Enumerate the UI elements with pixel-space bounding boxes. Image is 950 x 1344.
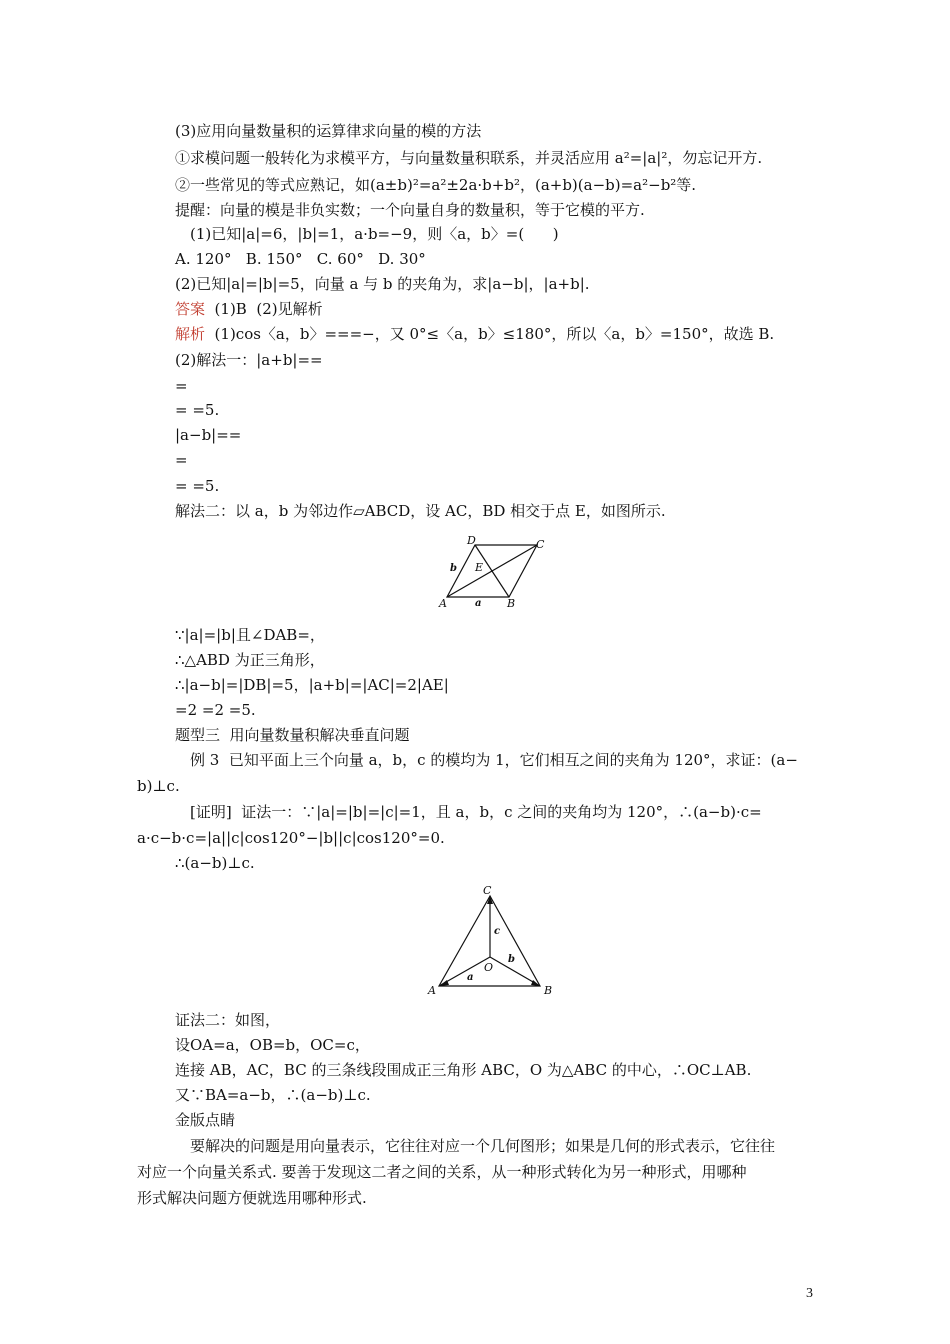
- text-line: b)⊥c.: [137, 777, 180, 795]
- analysis-text: (1)cos〈a，b〉===−，又 0°≤〈a，b〉≤180°，所以〈a，b〉=150°，故选 B.: [205, 325, 775, 343]
- label-A: A: [439, 597, 447, 610]
- text-line: ①求模问题一般转化为求模平方，与向量数量积联系，并灵活应用 a²=|a|²，勿忘记开方.: [175, 149, 763, 167]
- label-C: C: [536, 538, 545, 551]
- text-line: =: [175, 451, 188, 469]
- example-3: 例 3 已知平面上三个向量 a，b，c 的模均为 1，它们相互之间的夹角为 120°，求证：(a−: [190, 751, 798, 769]
- text-line: 设OA=a，OB=b，OC=c，: [175, 1036, 370, 1054]
- paragraph-line: 对应一个向量关系式. 要善于发现这二者之间的关系，从一种形式转化为另一种形式，用哪种: [137, 1163, 747, 1181]
- text-line: 提醒：向量的模是非负实数；一个向量自身的数量积，等于它模的平方.: [175, 201, 645, 219]
- label-O: O: [484, 961, 494, 974]
- text-line: (3)应用向量数量积的运算律求向量的模的方法: [175, 122, 482, 140]
- text-line: (2)解法一：|a+b|==: [175, 351, 323, 369]
- text-line: 证法二：如图，: [175, 1011, 281, 1029]
- answer-label: 答案: [175, 300, 206, 318]
- label-C: C: [483, 884, 492, 897]
- label-vector-a: a: [475, 598, 482, 609]
- answer-choices: A. 120° B. 150° C. 60° D. 30°: [175, 250, 426, 268]
- section-heading: 金版点睛: [175, 1111, 236, 1129]
- text-line: ∴△ABD 为正三角形，: [175, 651, 325, 669]
- answer-text: (1)B (2)见解析: [205, 300, 323, 318]
- section-heading: 题型三 用向量数量积解决垂直问题: [175, 726, 410, 744]
- text-line: =: [175, 377, 188, 395]
- text-line: ∵|a|=|b|且∠DAB=，: [175, 626, 325, 644]
- label-vector-c: c: [494, 926, 501, 937]
- parallelogram-figure: [435, 533, 555, 613]
- question-2: (2)已知|a|=|b|=5，向量 a 与 b 的夹角为，求|a−b|，|a+b|.: [175, 275, 590, 293]
- text-line: a·c−b·c=|a||c|cos120°−|b||c|cos120°=0.: [137, 829, 445, 847]
- proof-line: [证明] 证法一：∵|a|=|b|=|c|=1，且 a，b，c 之间的夹角均为 120°，∴(a−b)·c=: [190, 803, 762, 821]
- label-vector-b: b: [508, 954, 515, 965]
- text-line: 解法二：以 a，b 为邻边作▱ABCD，设 AC，BD 相交于点 E，如图所示.: [175, 502, 666, 520]
- label-E: E: [475, 561, 484, 574]
- text-line: |a−b|==: [175, 426, 242, 444]
- triangle-figure: [420, 882, 570, 1000]
- label-vector-b: b: [450, 563, 457, 574]
- text-line: ∴|a−b|=|DB|=5，|a+b|=|AC|=2|AE|: [175, 676, 449, 694]
- label-B: B: [544, 984, 553, 997]
- label-vector-a: a: [467, 972, 474, 983]
- label-D: D: [467, 534, 476, 547]
- text-line: = =5.: [175, 477, 220, 495]
- text-line: 又∵BA=a−b，∴(a−b)⊥c.: [175, 1086, 371, 1104]
- page-number: 3: [806, 1286, 813, 1301]
- label-B: B: [507, 597, 516, 610]
- paragraph-line: 要解决的问题是用向量表示，它往往对应一个几何图形；如果是几何的形式表示，它往往: [190, 1137, 776, 1155]
- text-line: ∴(a−b)⊥c.: [175, 854, 255, 872]
- paragraph-line: 形式解决问题方便就选用哪种形式.: [137, 1189, 367, 1207]
- label-A: A: [428, 984, 436, 997]
- text-line: = =5.: [175, 401, 220, 419]
- text-line: 连接 AB，AC，BC 的三条线段围成正三角形 ABC，O 为△ABC 的中心，∴OC⊥AB.: [175, 1061, 752, 1079]
- question-1: (1)已知|a|=6，|b|=1，a·b=−9，则〈a，b〉=( ): [190, 225, 559, 243]
- text-line: ②一些常见的等式应熟记，如(a±b)²=a²±2a·b+b²，(a+b)(a−b)=a²−b²等.: [175, 176, 697, 194]
- text-line: =2 =2 =5.: [175, 701, 256, 719]
- analysis-line: [175, 324, 774, 344]
- answer-line: [175, 299, 323, 319]
- analysis-label: 解析: [175, 325, 206, 343]
